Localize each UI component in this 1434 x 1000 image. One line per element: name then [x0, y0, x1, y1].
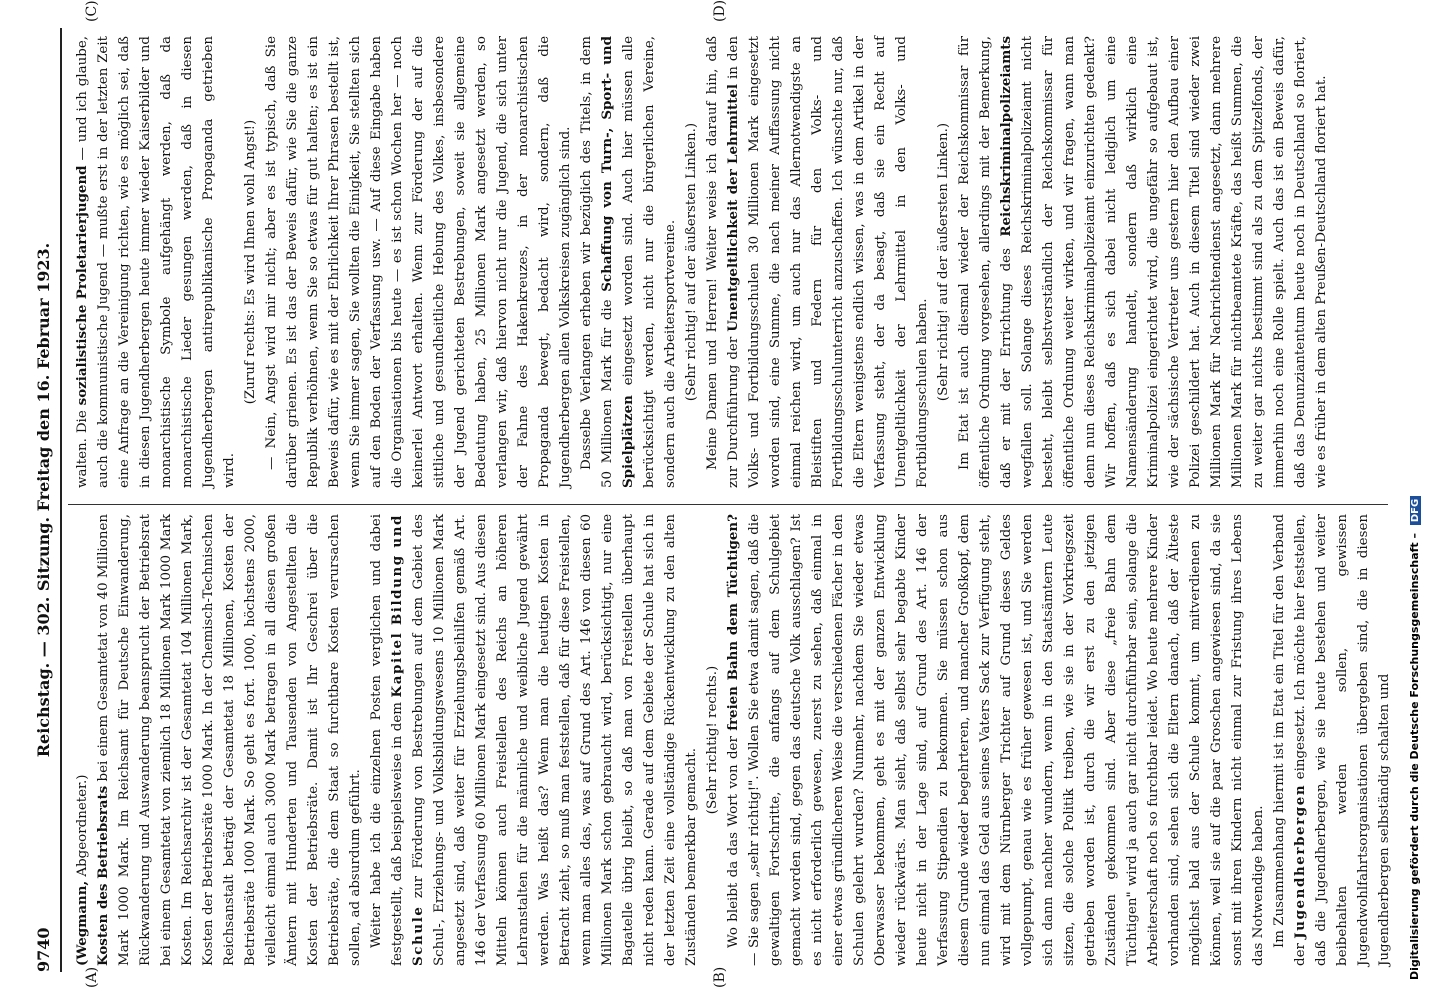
column-divider — [68, 504, 1388, 505]
header-rule — [60, 28, 62, 972]
paragraph — [366, 514, 702, 966]
paragraph-text: Wo bleibt da das Wort von der — [726, 736, 741, 948]
paragraph-text: — Sie sagen „sehr richtig!". Wollen Sie etwa damit sagen, daß die gewaltigen Fortschritte, die anfangs auf dem Schulgebiet gemacht worden sind, gegen das deutsche Volk ausschlagen? Ist es nicht erforderlich gewesen, zuerst zu sehen, daß einmal in einer etwas gründlicheren Weise die verschiedenen Fächer in den Schulen gelehrt wurden? Nunmehr, nachdem Sie wieder etwas Oberwasser bekommen, geht es mit der ganzen Entwicklung wieder rückwärts. Man sieht, daß selbst sehr begabte Kinder heute nicht in der Lage sind, auf Grund des Art. 146 der Verfassung Stipendien zu bekommen. Sie müssen schon aus diesem Grunde wieder begehrteren, und mancher Großkopf, dem nun einmal das Geld aus seines Vaters Sack zur Verfügung steht, wird mit dem Nürnberger Trichter auf Grund dieses Geldes vollgepumpt, genau wie es früher gewesen ist, und Sie werden sich dann nachher wundern, wenn in den Staatsämtern Leute sitzen, die solche Politik treiben, wie sie in der Vorkriegszeit getrieben worden ist, durch die wir erst zu den jetzigen Zuständen gekommen sind. Aber diese „freie Bahn dem Tüchtigen" wird ja auch gar nicht durchführbar sein, solange die Arbeiterschaft noch so furchtbar leidet. Wo heute mehrere Kinder vorhanden sind, sehen sich die Eltern danach, daß der Älteste möglichst bald aus der Schule kommt, um mitverdienen zu können, weil sie auf die paar Groschen angewiesen sind, da sie sonst mit ihren Kindern nicht einmal zur Fristung ihres Lebens das Notwendige haben. — [747, 514, 1266, 966]
paragraph — [702, 36, 933, 488]
paragraph — [576, 36, 681, 488]
left-column — [72, 514, 1395, 966]
applause-note: (Sehr richtig! rechts.) — [705, 665, 720, 815]
paragraph — [93, 514, 366, 966]
paragraph-text: Im Zusammenhang hiermit ist im Etat ein Titel für den Verband der — [1272, 514, 1308, 966]
margin-marker-c: (C) — [84, 0, 100, 22]
dfg-logo: DFG — [1410, 496, 1421, 525]
emphasis: Schaffung von Turn-, Sport- und Spielplätzen — [599, 36, 636, 488]
emphasis: Jugendherbergen — [1292, 783, 1308, 939]
paragraph — [954, 36, 1332, 488]
speaker-line — [72, 514, 93, 966]
paragraph-text: bei einem Gesamtetat von 40 Millionen Mark 1000 Mark. Im Reichsamt für Deutsche Einwanderung, Rückwanderung und Auswanderung beansprucht der Betriebsrat bei einem Gesamtetat von ziemlich 18 Millionen Mark 1000 Mark Kosten. Im Reichsarchiv ist der Gesamtetat 104 Millionen Mark, Kosten der Betriebsräte 1000 Mark. In der Chemisch-Technischen Reichsanstalt beträgt der Gesamtetat 18 Millionen, Kosten der Betriebsräte 1000 Mark. So geht es fort. 1000, höchstens 2000, vielleicht einmal auch 3000 Mark betragen in all diesen großen Ämtern mit Hunderten und Tausenden von Angestellten die Kosten der Betriebsräte. Damit ist Ihr Geschrei über die Betriebsräte, die dem Staat so furchtbare Kosten verursachen sollen, ad absurdum geführt. — [96, 514, 363, 966]
margin-marker-b: (B) — [712, 966, 728, 988]
paragraph-text: walten. Die — [75, 410, 90, 488]
applause-note: (Sehr richtig! auf der äußersten Linken.) — [684, 122, 699, 402]
paragraph-text: eingesetzt worden sind. Auch hier müssen alle berücksichtigt werden, nicht nur die bürgerlichen Vereine, sondern auch die Arbeitersportvereine. — [621, 36, 678, 488]
paragraph-text: zur Förderung von Bestrebungen auf dem Gebiet des Schul-, Erziehungs- und Volksbildungswesens 10 Millionen Mark angesetzt sind, daß weiter für Erziehungsbeihilfen gemäß Art. 146 der Verfassung 60 Millionen Mark eingesetzt sind. Aus diesen Mitteln können auch Freistellen des Reichs an höheren Lehranstalten für die männliche und weibliche Jugend gewährt werden. Was heißt das? Wenn man die heutigen Kosten in Betracht zieht, so muß man feststellen, daß für diese Freistellen, wenn man alles das, was auf Grund des Art. 146 von diesen 60 Millionen Mark schon gebraucht wird, berücksichtigt, nur eine Bagatelle übrig bleibt, so daß man von Freistellen überhaupt nicht reden kann. Gerade auf dem Gebiete der Schule hat sich in der letzten Zeit eine vollständige Rückentwicklung zu den alten Zuständen bemerkbar gemacht. — [411, 514, 699, 966]
emphasis: Unentgeltlichkeit der Lehrmittel — [725, 84, 741, 332]
footer-credit — [1408, 496, 1421, 980]
paragraph-text: Weiter habe ich die einzelnen Posten verglichen und dabei festgestellt, daß beispielsweise in dem — [369, 514, 405, 966]
emphasis: sozialistische Proletarierjugend — [74, 165, 90, 406]
paragraph — [723, 514, 1269, 966]
emphasis: Kosten des Betriebsrats — [95, 785, 111, 966]
emphasis: Kapitel Bildung und Schule — [389, 514, 426, 966]
emphasis: Reichskriminalpolizeiamts — [998, 36, 1014, 237]
paragraph-text: Meine Damen und Herren! Weiter weise ich darauf hin, daß zur Durchführung der — [705, 36, 741, 488]
page-title: Reichstag. — 302. Sitzung. Freitag den 16. Februar 1923. — [34, 242, 53, 758]
margin-marker-d: (D) — [712, 0, 728, 22]
paragraph-text: eingesetzt. Ich möchte hier feststellen, daß die Jugendherbergen, wie sie heute bestehen und weiter beibehalten werden sollen, gewissen Jugendwohlfahrtsorganisationen übergeben sind, die in diesen Jugendherbergen selbständig schalten und — [1293, 514, 1392, 966]
paragraph-text: — und ich glaube, auch die kommunistische Jugend — mußte erst in der letzten Zeit eine Anfrage an die Vereinigung richten, wie es möglich sei, daß in diesen Jugendherbergen heute immer wieder Kaiserbilder und monarchistische Symbole aufgehängt werden, daß da monarchistische Lieder gesungen werden, daß in diesen Jugendherbergen antirepublikanische Propaganda getrieben wird. — [75, 36, 237, 488]
footer — [1400, 0, 1434, 1000]
page-header — [30, 28, 60, 972]
interjection-note: (Zuruf rechts: Es wird Ihnen wohl Angst!) — [243, 119, 258, 405]
margin-marker-a: (A) — [84, 966, 100, 988]
right-column — [72, 36, 1332, 488]
paragraph: — Nein, Angst wird mir nicht; aber es ist typisch, daß Sie darüber grienen. Es ist das der Beweis dafür, wie Sie die ganze Republik verhöhnen, wenn Sie so etwas für gut halten; es ist ein Beweis dafür, wie es mit der Ehrlichkeit Ihrer Phrasen bestellt ist, wenn Sie immer sagen, Sie wollten die Einigkeit, Sie stellten sich auf den Boden der Verfassung usw. — Auf diese Eingabe haben die Organisationen bis heute — es ist schon Wochen her — noch keinerlei Antwort erhalten. Wenn zur Förderung der auf die sittliche und gesundheitliche Hebung des Volkes, insbesondere der Jugend gerichteten Bestrebungen, soweit sie allgemeine Bedeutung haben, 25 Millionen Mark angesetzt werden, so verlangen wir, daß hiervon nicht nur die Jugend, die sich unter der Fahne des Hakenkreuzes, in der monarchistischen Propaganda bewegt, bedacht wird, sondern, daß die Jugendherbergen allen Volkskreisen zugänglich sind. — [264, 36, 573, 488]
speaker-role: Abgeordneter.) — [75, 774, 90, 877]
paragraph — [1269, 514, 1395, 966]
paragraph-text: Dasselbe Verlangen erheben wir bezüglich des Titels, in dem 50 Millionen Mark für die — [579, 36, 615, 488]
applause-note: (Sehr richtig! auf der äußersten Linken.) — [936, 122, 951, 402]
paragraph — [72, 36, 240, 488]
speaker-name: (Wegmann, — [74, 880, 90, 966]
page-number: 9740 — [34, 927, 53, 972]
footer-text: Digitalisierung gefördert durch die Deutsche Forschungsgemeinschaft – — [1408, 533, 1421, 980]
paragraph-text: wegfallen soll. Solange dieses Reichskriminalpolizeiamt nicht besteht, bleibt selbstverständlich der Reichskommissar für öffentliche Ordnung weiter wirken, und wir fragen, wann man denn nun dieses Reichskriminalpolizeiamt einzurichten gedenkt? Wir hoffen, daß es sich dabei nicht lediglich um eine Namensänderung handelt, sondern daß wirklich eine Kriminalpolizei eingerichtet wird, die ungefähr so aufgebaut ist, wie der sächsische Vertreter uns gestern hier den Aufbau einer Polizei geschildert hat. Auch in diesem Titel sind wieder zwei Millionen Mark für Nachrichtendienst angesetzt, dann mehrere Millionen Mark für nichtbeamtete Kräfte, das heißt Summen, die zu weiter gar nichts bestimmt sind als zu dem Spitzelfonds, der immerhin noch eine Rolle spielt. Auch das ist ein Beweis dafür, daß das Denunziantentum heute noch in Deutschland so floriert, wie es früher in dem alten Preußen-Deutschland floriert hat. — [1020, 36, 1329, 488]
paragraph-text: in den Volks- und Fortbildungsschulen 30 Millionen Mark eingesetzt worden sind, eine Summe, die nach meiner Auffassung nicht einmal reichen wird, um auch nur das Allernotwendigste an Bleistiften und Federn für den Volks- und Fortbildungsschulunterricht anzuschaffen. Ich wünschte nur, daß die Eltern wenigstens endlich wissen, was in dem Artikel in der Verfassung steht, der da besagt, daß sie ein Recht auf Unentgeltlichkeit der Lehrmittel in den Volks- und Fortbildungsschulen haben. — [726, 36, 930, 488]
paragraph-text: Im Etat ist auch diesmal wieder der Reichskommissar für öffentliche Ordnung vorgesehen, allerdings mit der Bemerkung, daß er mit der Errichtung des — [957, 36, 1014, 488]
emphasis: freien Bahn dem Tüchtigen? — [725, 514, 741, 731]
